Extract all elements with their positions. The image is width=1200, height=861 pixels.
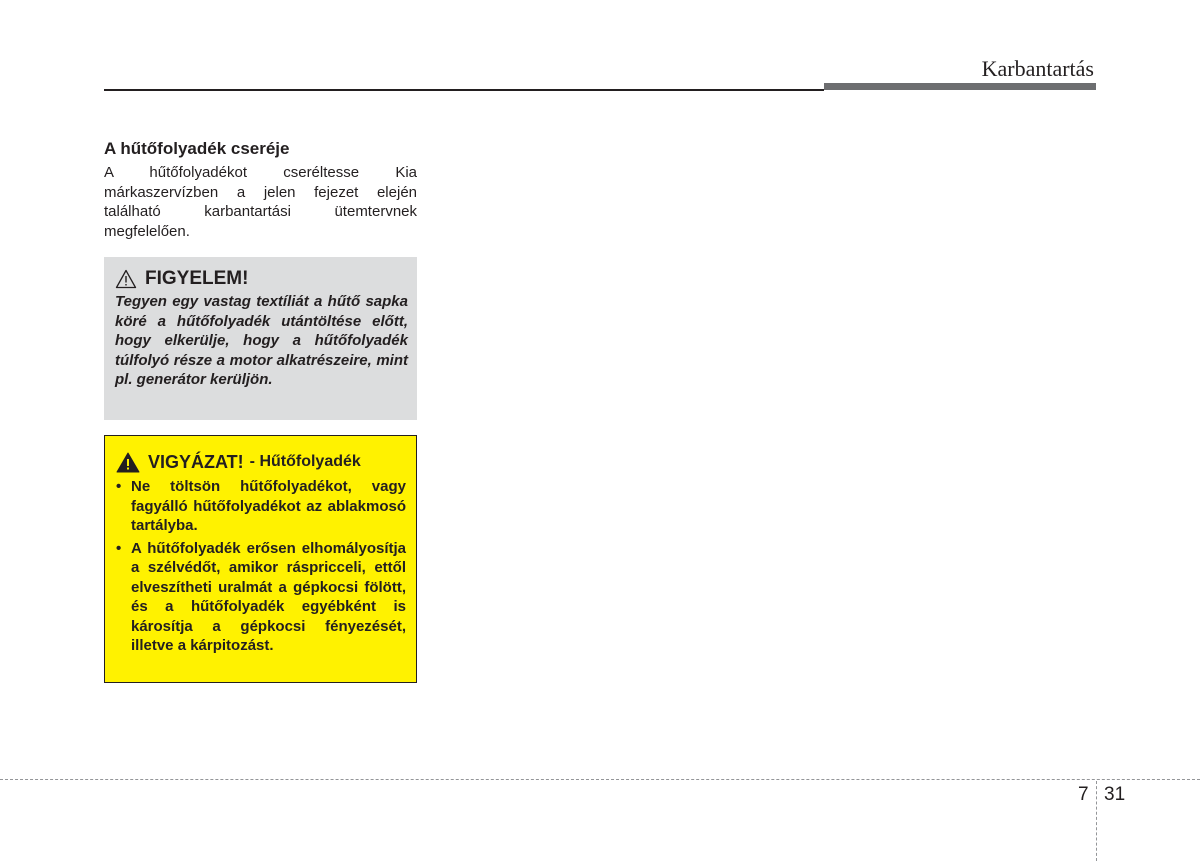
caution-triangle-outline-icon (115, 269, 137, 289)
list-item-text: A hűtőfolyadék erősen elhomályosítja a szélvédőt, amikor ráspricceli, ettől elveszítheti uralmát a gépkocsi fölött, és a hűtőfolyadék egyébként is károsítja a gépkocsi fényezését, illetve a kárpitozást. (131, 539, 406, 654)
header-rule (104, 89, 824, 91)
list-item (116, 539, 406, 656)
caution-title: FIGYELEM! (145, 268, 249, 289)
section-heading: A hűtőfolyadék cseréje (104, 139, 290, 158)
warning-box (104, 435, 417, 683)
warning-subtitle: - Hűtőfolyadék (249, 453, 361, 470)
list-item-text: Ne töltsön hűtőfolyadékot, vagy fagyálló hűtőfolyadékot az ablakmosó tartályba. (131, 478, 406, 534)
header-accent-bar (824, 83, 1096, 90)
warning-header (116, 451, 406, 473)
caution-header (115, 268, 408, 290)
page-number: 31 (1104, 784, 1126, 805)
bullet-mark: • (116, 478, 122, 495)
header-title: Karbantartás (981, 56, 1094, 81)
footer-vertical-divider (1096, 781, 1097, 861)
section-body: A hűtőfolyadékot cseréltesse Kia márkaszervízben a jelen fejezet elején található karbantartási ütemtervnek megfelelően. (104, 164, 417, 240)
caution-text: Tegyen egy vastag textíliát a hűtő sapka köré a hűtőfolyadék utántöltése előtt, hogy elkerülje, hogy a hűtőfolyadék túlfolyó része a motor alkatrészeire, mint pl. generátor kerüljön. (115, 293, 408, 388)
caution-box (104, 257, 417, 420)
chapter-number: 7 (1078, 784, 1089, 805)
list-item (116, 477, 406, 536)
coolant-section (104, 138, 417, 241)
warning-list (116, 477, 406, 656)
footer-dashed-rule (0, 779, 1200, 780)
bullet-mark: • (116, 539, 122, 557)
warning-triangle-filled-icon (116, 452, 140, 473)
warning-title: VIGYÁZAT! (148, 452, 244, 472)
